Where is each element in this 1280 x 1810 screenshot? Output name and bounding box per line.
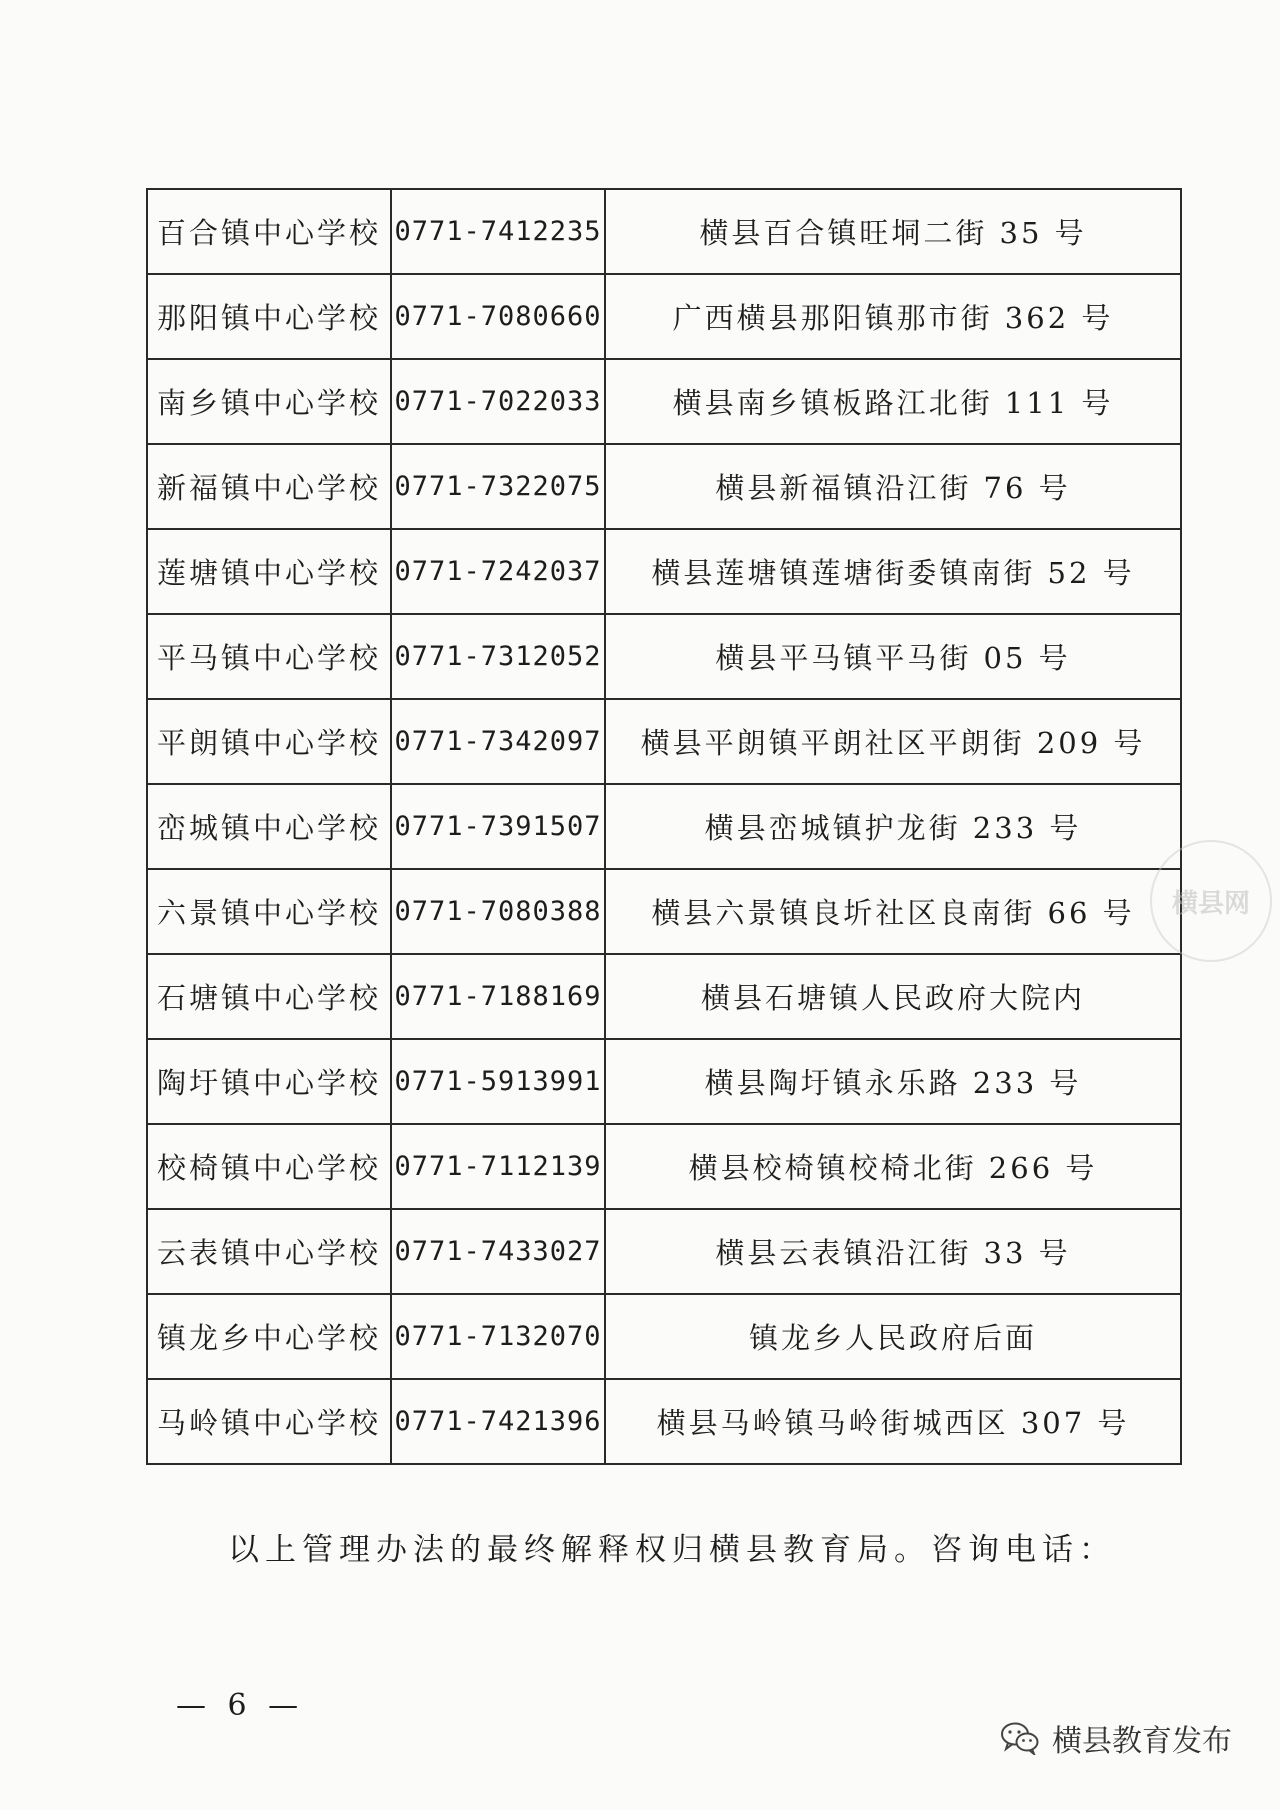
phone-cell: 0771-7188169 — [391, 954, 605, 1039]
page-number: — 6 — — [176, 1688, 305, 1723]
address-cell: 广西横县那阳镇那市街 362 号 — [605, 274, 1181, 359]
table-row — [147, 954, 1181, 1039]
stamp-watermark — [1150, 840, 1272, 962]
phone-cell: 0771-7433027 — [391, 1209, 605, 1294]
table-row — [147, 529, 1181, 614]
phone-cell: 0771-7080660 — [391, 274, 605, 359]
wechat-icon — [1000, 1721, 1040, 1755]
address-cell: 横县莲塘镇莲塘街委镇南街 52 号 — [605, 529, 1181, 614]
table-row — [147, 614, 1181, 699]
school-name-cell: 云表镇中心学校 — [147, 1209, 391, 1294]
school-name-cell: 陶圩镇中心学校 — [147, 1039, 391, 1124]
phone-cell: 0771-7022033 — [391, 359, 605, 444]
phone-cell: 0771-7312052 — [391, 614, 605, 699]
address-cell: 横县南乡镇板路江北街 111 号 — [605, 359, 1181, 444]
address-cell: 横县新福镇沿江街 76 号 — [605, 444, 1181, 529]
table-row — [147, 1124, 1181, 1209]
table-row — [147, 444, 1181, 529]
school-name-cell: 那阳镇中心学校 — [147, 274, 391, 359]
stamp-text: 横县网 — [1171, 888, 1250, 919]
phone-cell: 0771-7412235 — [391, 189, 605, 274]
phone-cell: 0771-7242037 — [391, 529, 605, 614]
school-name-cell: 平朗镇中心学校 — [147, 699, 391, 784]
school-name-cell: 石塘镇中心学校 — [147, 954, 391, 1039]
school-name-cell: 校椅镇中心学校 — [147, 1124, 391, 1209]
address-cell: 横县陶圩镇永乐路 233 号 — [605, 1039, 1181, 1124]
phone-cell: 0771-7132070 — [391, 1294, 605, 1379]
address-cell: 横县石塘镇人民政府大院内 — [605, 954, 1181, 1039]
school-name-cell: 峦城镇中心学校 — [147, 784, 391, 869]
table-row — [147, 699, 1181, 784]
phone-cell: 0771-7080388 — [391, 869, 605, 954]
school-name-cell: 平马镇中心学校 — [147, 614, 391, 699]
address-cell: 横县峦城镇护龙街 233 号 — [605, 784, 1181, 869]
footer-text: 以上管理办法的最终解释权归横县教育局。咨询电话： — [228, 1532, 1116, 1568]
watermark-text: 横县教育发布 — [1052, 1724, 1232, 1759]
address-cell: 横县平马镇平马街 05 号 — [605, 614, 1181, 699]
table-row — [147, 359, 1181, 444]
school-name-cell: 莲塘镇中心学校 — [147, 529, 391, 614]
school-name-cell: 马岭镇中心学校 — [147, 1379, 391, 1464]
school-name-cell: 百合镇中心学校 — [147, 189, 391, 274]
address-cell: 镇龙乡人民政府后面 — [605, 1294, 1181, 1379]
school-name-cell: 新福镇中心学校 — [147, 444, 391, 529]
table-row — [147, 1379, 1181, 1464]
table-row — [147, 1294, 1181, 1379]
address-cell: 横县平朗镇平朗社区平朗街 209 号 — [605, 699, 1181, 784]
address-cell: 横县百合镇旺垌二街 35 号 — [605, 189, 1181, 274]
phone-cell: 0771-7112139 — [391, 1124, 605, 1209]
school-contact-table — [146, 188, 1182, 1465]
address-cell: 横县云表镇沿江街 33 号 — [605, 1209, 1181, 1294]
phone-cell: 0771-7322075 — [391, 444, 605, 529]
phone-cell: 0771-5913991 — [391, 1039, 605, 1124]
table-row — [147, 1039, 1181, 1124]
table-row — [147, 1209, 1181, 1294]
school-name-cell: 镇龙乡中心学校 — [147, 1294, 391, 1379]
table-row — [147, 784, 1181, 869]
address-cell: 横县校椅镇校椅北街 266 号 — [605, 1124, 1181, 1209]
table-row — [147, 274, 1181, 359]
address-cell: 横县六景镇良圻社区良南街 66 号 — [605, 869, 1181, 954]
school-name-cell: 六景镇中心学校 — [147, 869, 391, 954]
table-body — [147, 189, 1181, 1464]
phone-cell: 0771-7421396 — [391, 1379, 605, 1464]
wechat-watermark — [1000, 1716, 1232, 1760]
table-row — [147, 869, 1181, 954]
table-row — [147, 189, 1181, 274]
school-name-cell: 南乡镇中心学校 — [147, 359, 391, 444]
phone-cell: 0771-7342097 — [391, 699, 605, 784]
phone-cell: 0771-7391507 — [391, 784, 605, 869]
address-cell: 横县马岭镇马岭街城西区 307 号 — [605, 1379, 1181, 1464]
